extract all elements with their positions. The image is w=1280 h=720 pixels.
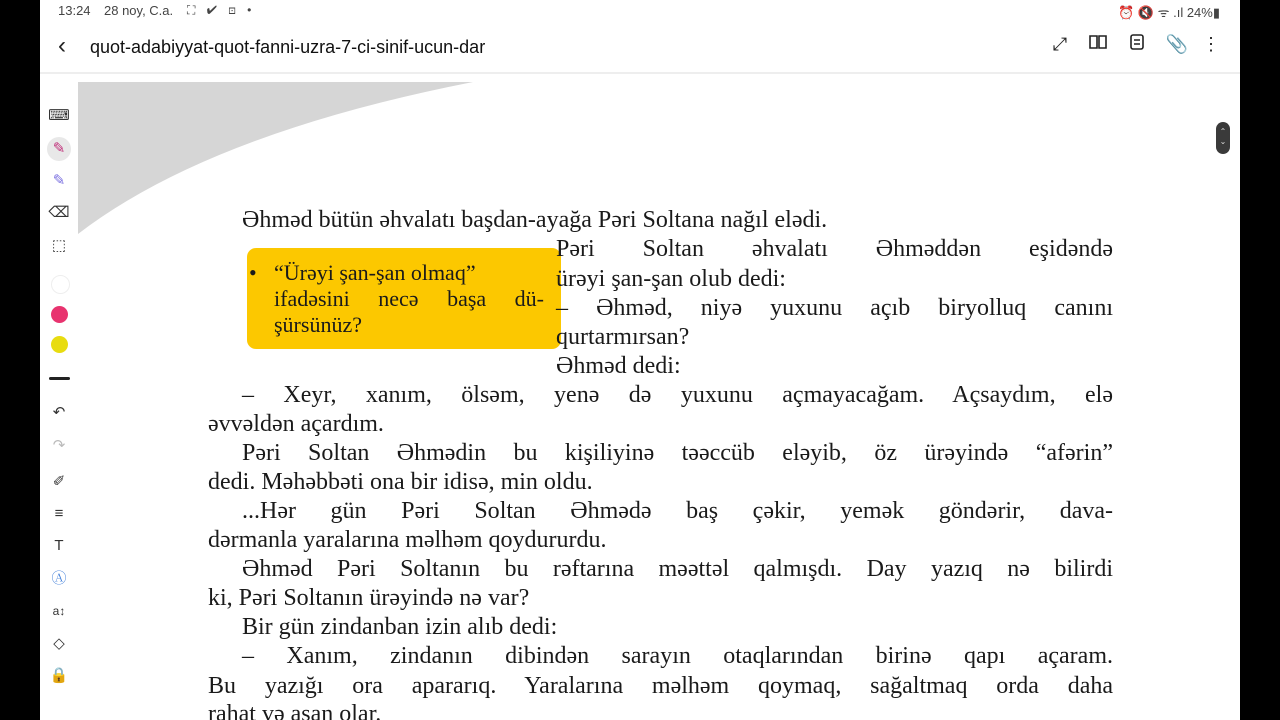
handwriting-text-icon[interactable]: T xyxy=(54,537,64,554)
pdf-reader-app xyxy=(40,0,1240,720)
stroke-width-icon[interactable] xyxy=(49,377,70,380)
undo-icon[interactable]: ↶ xyxy=(52,404,66,421)
lasso-select-icon[interactable]: ⬚ xyxy=(51,237,67,254)
question-line: şürsünüz? xyxy=(274,312,362,337)
scroll-handle[interactable]: ⌃ ⌄ xyxy=(1216,122,1230,154)
text-line: ki, Pəri Soltanın ürəyində nə var? xyxy=(208,585,530,611)
text-line: Əhməd dedi: xyxy=(556,353,681,379)
text-line: rahat və asan olar. xyxy=(208,701,382,720)
text-line: ürəyi şan-şan olub dedi: xyxy=(556,266,786,292)
back-chevron-icon[interactable]: ‹ xyxy=(58,32,66,59)
attachment-icon[interactable]: 📎 xyxy=(1165,34,1189,54)
question-bullet: • xyxy=(249,260,257,285)
redo-icon[interactable]: ↷ xyxy=(52,437,66,454)
document-title: quot-adabiyyat-quot-fanni-uzra-7-ci-sinif-ucun-dar xyxy=(90,37,486,57)
lock-icon[interactable]: 🔒 xyxy=(49,667,69,684)
document-outline-icon[interactable] xyxy=(1124,34,1150,55)
system-icons-battery: ⏰ 🔇 ᯤ .ıl 24%▮ xyxy=(1118,5,1220,20)
text-line: ...Hər gün Pəri Soltan Əhmədə baş çəkir, yemək göndərir, dava- xyxy=(242,498,1113,524)
question-line: ifadəsini necə başa dü- xyxy=(274,286,544,311)
expand-icon[interactable]: ⤢ xyxy=(1052,34,1068,54)
text-line: Bir gün zindanban izin alıb dedi: xyxy=(242,614,558,640)
text-line: dedi. Məhəbbəti ona bir idisə, min oldu. xyxy=(208,469,593,495)
text-line: Pəri Soltan Əhmədin bu kişiliyinə təəccüb eləyib, öz ürəyində “afərin” xyxy=(242,440,1113,466)
pen-to-text-icon[interactable]: ✐ xyxy=(52,473,66,490)
color-yellow[interactable] xyxy=(51,336,68,353)
text-line: – Xeyr, xanım, ölsəm, yenə də yuxunu açmayacağam. Açsaydım, elə xyxy=(242,382,1113,408)
pen-tool-icon[interactable]: ✎ xyxy=(47,137,71,161)
status-time: 13:24 xyxy=(58,3,91,18)
color-pink[interactable] xyxy=(51,306,68,323)
text-box-icon[interactable]: a↕ xyxy=(52,604,66,618)
color-white[interactable] xyxy=(51,275,70,294)
shapes-icon[interactable]: ◇ xyxy=(53,635,65,652)
notification-icons: ⛶ ✔ ⊡ • xyxy=(187,3,256,17)
annotation-toolbar xyxy=(40,74,79,720)
book-view-icon[interactable] xyxy=(1085,34,1111,55)
text-line: – Xanım, zindanın dibindən sarayın otaqlarından birinə qapı açaram. xyxy=(242,643,1113,669)
text-style-icon[interactable]: Ⓐ xyxy=(51,570,67,587)
text-line: əvvəldən açardım. xyxy=(208,411,384,437)
question-line: “Ürəyi şan-şan olmaq” xyxy=(274,260,476,285)
keyboard-icon[interactable]: ⌨ xyxy=(48,107,70,124)
eraser-icon[interactable]: ⌫ xyxy=(48,204,70,221)
text-line: Əhməd bütün əhvalatı başdan-ayağa Pəri Soltana nağıl elədi. xyxy=(242,207,828,233)
text-line: Bu yazığı ora apararıq. Yaralarına məlhəm qoymaq, sağaltmaq orda daha xyxy=(208,673,1113,699)
text-line: Pəri Soltan əhvalatı Əhməddən eşidəndə xyxy=(556,236,1113,262)
text-align-icon[interactable]: ≡ xyxy=(54,505,64,522)
app-header xyxy=(40,24,1240,74)
text-line: qurtarmırsan? xyxy=(556,324,690,350)
status-date: 28 noy, C.a. xyxy=(104,3,174,18)
text-line: Əhməd Pəri Soltanın bu rəftarına məəttəl qalmışdı. Day yazıq nə bilirdi xyxy=(242,556,1113,582)
text-line: – Əhməd, niyə yuxunu açıb biryolluq canını xyxy=(556,295,1113,321)
text-line: dərmanla yaralarına məlhəm qoydururdu. xyxy=(208,527,607,553)
highlighter-icon[interactable]: ✎ xyxy=(52,172,66,189)
more-options-icon[interactable]: ⋮ xyxy=(1202,34,1220,54)
status-bar xyxy=(40,0,1240,22)
